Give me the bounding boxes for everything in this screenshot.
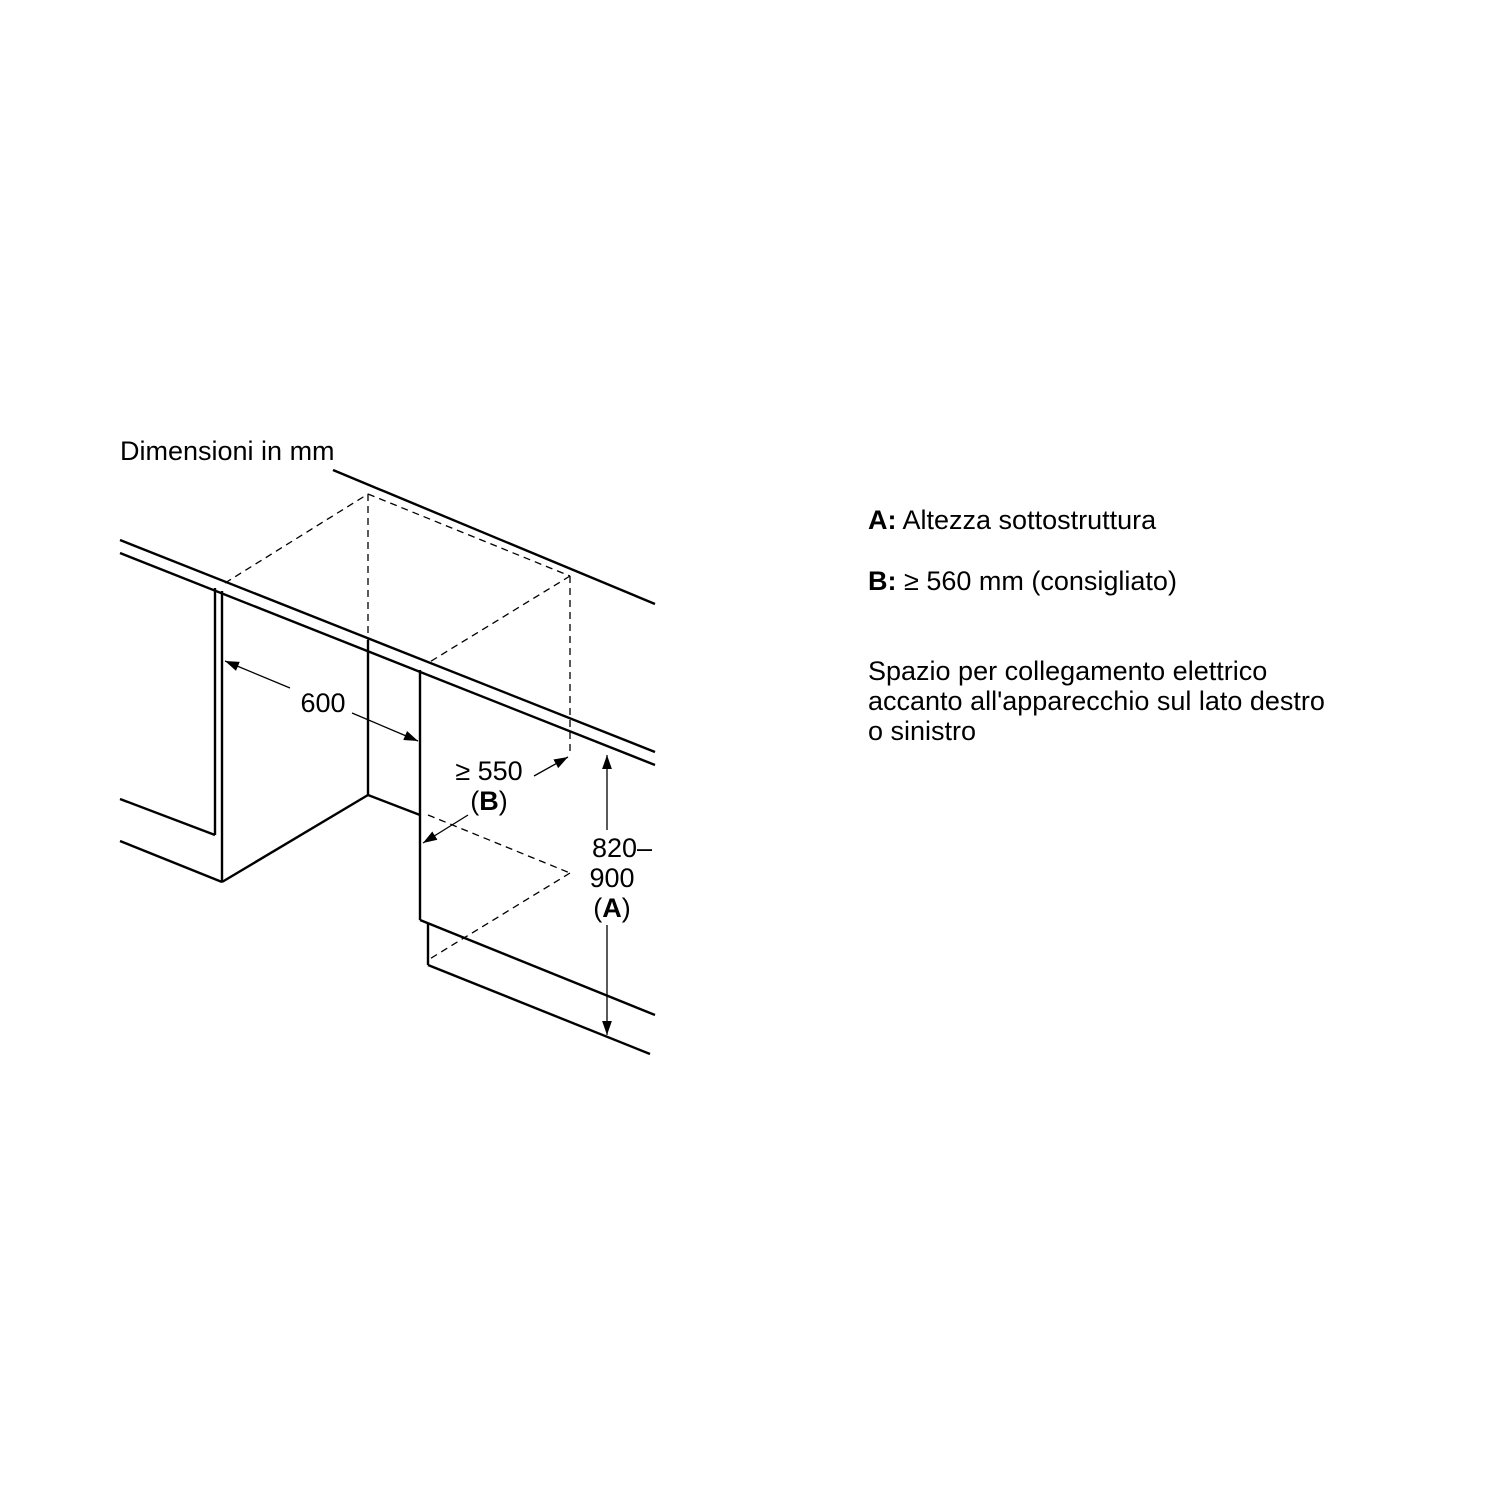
note-line-3: o sinistro — [868, 716, 977, 746]
width-label: 600 — [300, 688, 346, 718]
legend-b-text: ≥ 560 mm (consigliato) — [904, 566, 1177, 596]
height-label-line2: 900 — [589, 863, 635, 893]
appliance-outline — [225, 494, 570, 960]
legend-b-key: B: — [868, 566, 897, 596]
countertop — [120, 470, 655, 765]
depth-label: ≥ 550 — [455, 756, 523, 786]
legend-a-key: A: — [868, 505, 897, 535]
depth-key-label: (B) — [470, 786, 508, 816]
depth-key: B — [479, 786, 499, 816]
height-key: A — [602, 893, 622, 923]
legend-a-text: Altezza sottostruttura — [902, 505, 1157, 535]
depth-dimension — [423, 756, 568, 843]
height-label-line1: 820– — [591, 833, 653, 863]
note-line-1: Spazio per collegamento elettrico — [868, 656, 1268, 686]
height-dimension — [587, 755, 652, 1035]
note-line-2: accanto all'apparecchio sul lato destro — [868, 686, 1325, 716]
diagram-caption: Dimensioni in mm — [120, 436, 335, 466]
legend-item-b — [868, 566, 1428, 596]
height-key-label: (A) — [593, 893, 631, 923]
legend-note — [868, 656, 1428, 746]
left-cabinet — [120, 588, 368, 882]
legend-item-a — [868, 505, 1428, 535]
width-dimension — [225, 661, 418, 741]
niche-back-wall — [368, 640, 420, 815]
